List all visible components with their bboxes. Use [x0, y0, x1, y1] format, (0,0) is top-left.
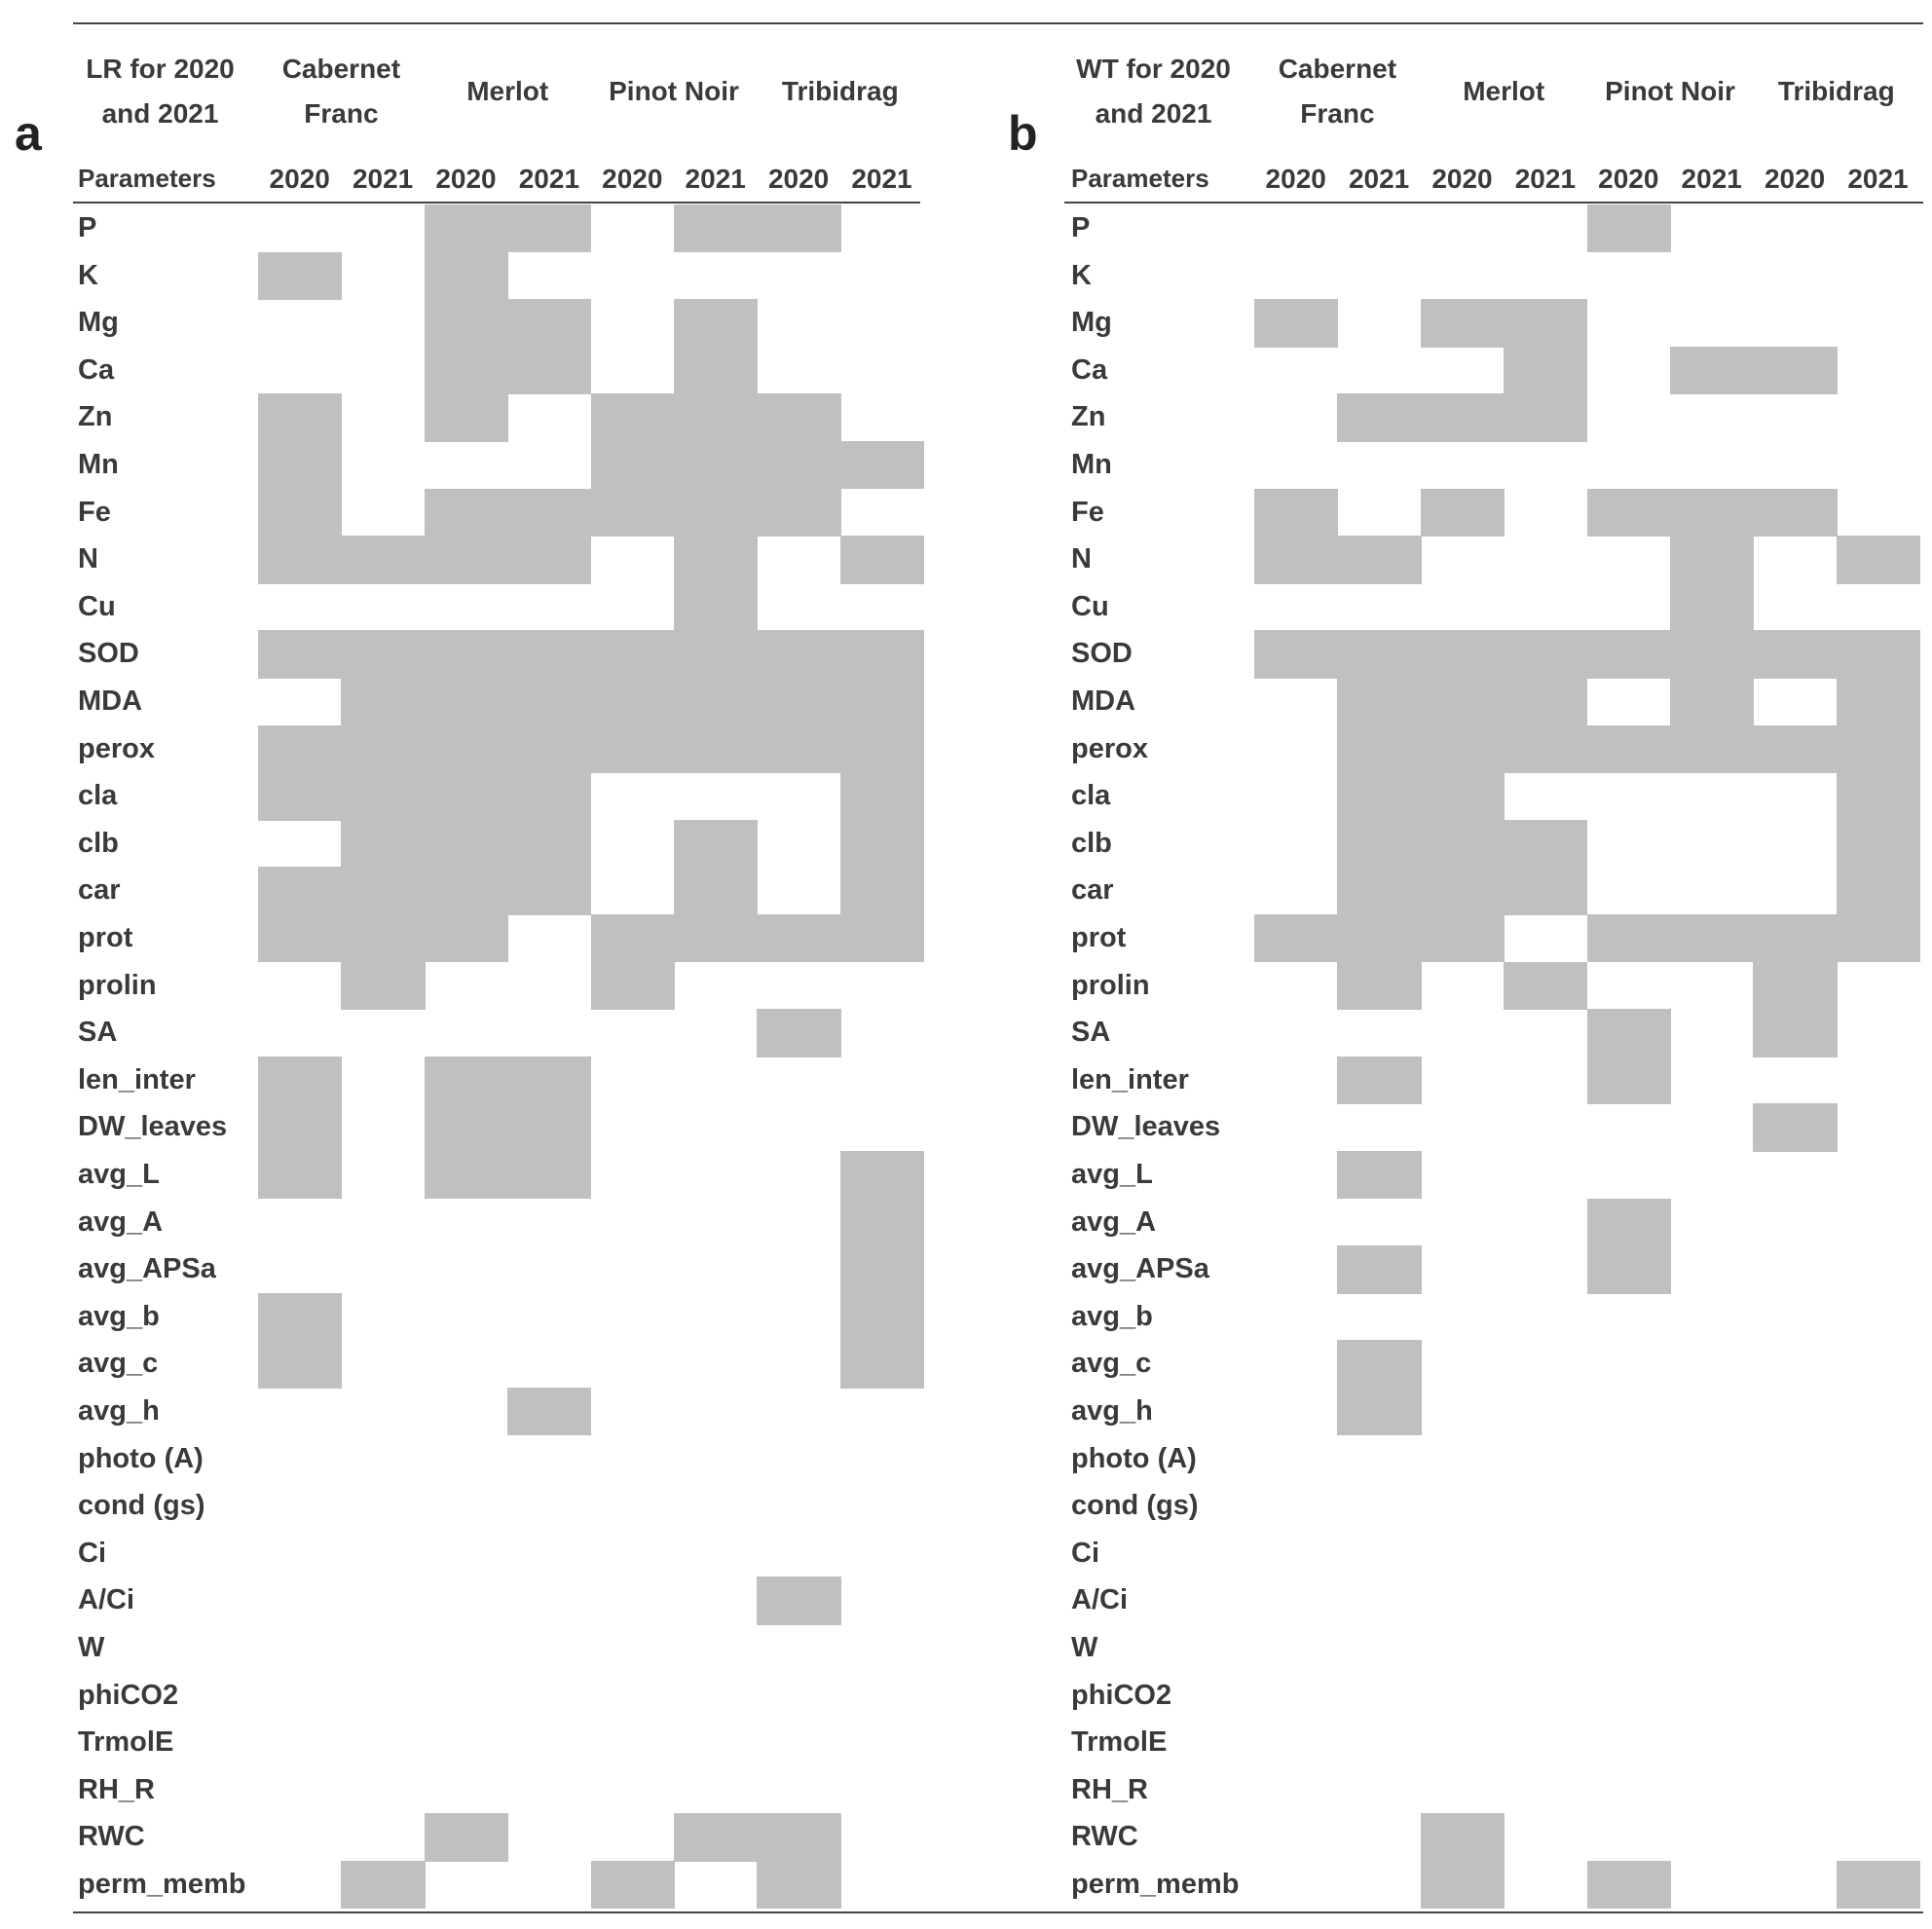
- parameter-label: Cu: [1071, 590, 1109, 622]
- marked-cell: [674, 914, 758, 962]
- parameter-label: K: [78, 259, 98, 291]
- variety-header: Tribidrag: [1777, 76, 1895, 106]
- marked-cell: [1587, 1861, 1671, 1909]
- marked-cell: [591, 393, 675, 441]
- parameter-label: car: [1071, 874, 1114, 907]
- parameter-label: Zn: [78, 401, 113, 433]
- marked-cell: [840, 1151, 924, 1199]
- year-header: 2021: [851, 164, 912, 194]
- marked-cell: [1337, 678, 1421, 725]
- parameter-label: phiCO2: [78, 1679, 179, 1711]
- marked-cell: [1337, 393, 1421, 441]
- marked-cell: [591, 630, 675, 678]
- marked-cell: [1587, 630, 1671, 678]
- parameter-label: avg_A: [1071, 1206, 1157, 1238]
- marked-cell: [1504, 630, 1587, 678]
- marked-cell: [258, 441, 342, 489]
- marked-cell: [1753, 489, 1837, 537]
- year-header: 2020: [1598, 164, 1659, 194]
- marked-cell: [341, 914, 425, 962]
- parameter-label: perox: [78, 732, 155, 764]
- marked-cell: [840, 1199, 924, 1246]
- marked-cell: [1837, 820, 1920, 868]
- parameter-label: K: [1071, 259, 1092, 291]
- variety-header: Merlot: [1463, 76, 1545, 106]
- marked-cell: [591, 1861, 675, 1909]
- marked-cell: [507, 347, 591, 394]
- marked-cell: [1837, 1861, 1920, 1909]
- marked-cell: [258, 536, 342, 583]
- marked-cell: [674, 678, 758, 725]
- year-header: 2020: [767, 164, 830, 194]
- marked-cell: [757, 1009, 840, 1057]
- marked-cell: [425, 1151, 508, 1199]
- marked-cell: [258, 489, 342, 537]
- parameter-label: cond (gs): [1071, 1490, 1199, 1522]
- parameter-label: perox: [1071, 732, 1148, 764]
- marked-cell: [258, 630, 342, 678]
- parameter-label: TrmolE: [78, 1726, 174, 1759]
- marked-cell: [341, 820, 425, 868]
- panel-letter: a: [15, 106, 42, 161]
- marked-cell: [425, 1057, 508, 1104]
- marked-cell: [840, 1245, 924, 1293]
- parameter-label: Fe: [78, 496, 111, 528]
- parameter-label: Fe: [1071, 496, 1104, 528]
- marked-cell: [258, 867, 342, 914]
- year-header: 2021: [1348, 164, 1410, 194]
- parameter-label: RH_R: [1071, 1773, 1148, 1805]
- parameter-label: N: [78, 543, 98, 575]
- marked-cell: [1504, 347, 1587, 394]
- panel-letter: b: [1008, 106, 1038, 161]
- marked-cell: [757, 725, 840, 773]
- variety-header: Tribidrag: [781, 76, 899, 106]
- marked-cell: [674, 347, 758, 394]
- year-header: 2020: [1265, 164, 1326, 194]
- variety-header: Pinot Noir: [609, 76, 739, 106]
- parameter-label: A/Ci: [1071, 1584, 1128, 1616]
- marked-cell: [425, 630, 508, 678]
- parameter-label: RWC: [1071, 1821, 1138, 1853]
- variety-header: Pinot Noir: [1605, 76, 1735, 106]
- parameter-label: Zn: [1071, 401, 1106, 433]
- parameter-label: SA: [78, 1017, 118, 1049]
- marked-cell: [591, 489, 675, 537]
- parameter-label: Mg: [78, 307, 119, 339]
- marked-cell: [425, 489, 508, 537]
- marked-cell: [507, 1388, 591, 1435]
- marked-cell: [674, 489, 758, 537]
- marked-cell: [757, 1577, 840, 1624]
- marked-cell: [674, 725, 758, 773]
- marked-cell: [1337, 1151, 1421, 1199]
- marked-cell: [1837, 914, 1920, 962]
- marked-cell: [840, 678, 924, 725]
- marked-cell: [1254, 536, 1338, 583]
- bottom-rule: [73, 1911, 1923, 1913]
- year-header: 2020: [1431, 164, 1493, 194]
- variety-header: Cabernet Franc: [1278, 54, 1397, 129]
- marked-cell: [341, 1861, 425, 1909]
- marked-cell: [1587, 725, 1671, 773]
- marked-cell: [1421, 820, 1505, 868]
- marked-cell: [1753, 347, 1837, 394]
- marked-cell: [1670, 678, 1754, 725]
- parameter-label: SA: [1071, 1017, 1111, 1049]
- marked-cell: [1337, 772, 1421, 820]
- marked-cell: [1421, 867, 1505, 914]
- marked-cell: [1670, 583, 1754, 631]
- parameter-label: prolin: [78, 969, 157, 1001]
- marked-cell: [1753, 914, 1837, 962]
- year-header: 2021: [1514, 164, 1577, 194]
- marked-cell: [591, 441, 675, 489]
- marked-cell: [258, 914, 342, 962]
- marked-cell: [258, 1340, 342, 1388]
- marked-cell: [840, 441, 924, 489]
- marked-cell: [1421, 299, 1505, 347]
- parameter-label: Mn: [1071, 449, 1112, 480]
- marked-cell: [1753, 725, 1837, 773]
- marked-cell: [425, 536, 508, 583]
- parameter-label: clb: [78, 827, 119, 859]
- parameter-label: avg_h: [1071, 1395, 1153, 1427]
- variety-header: Cabernet Franc: [281, 54, 401, 129]
- marked-cell: [258, 393, 342, 441]
- marked-cell: [1337, 914, 1421, 962]
- marked-cell: [507, 630, 591, 678]
- marked-cell: [1753, 1009, 1837, 1057]
- marked-cell: [425, 204, 508, 252]
- marked-cell: [1504, 962, 1587, 1010]
- marked-cell: [591, 914, 675, 962]
- marked-cell: [258, 772, 342, 820]
- marked-cell: [1421, 725, 1505, 773]
- parameter-label: Mn: [78, 449, 119, 480]
- marked-cell: [840, 867, 924, 914]
- parameter-label: car: [78, 874, 121, 907]
- marked-cell: [258, 1293, 342, 1341]
- parameter-label: avg_c: [78, 1348, 159, 1380]
- marked-cell: [507, 536, 591, 583]
- parameter-label: RWC: [78, 1821, 145, 1853]
- marked-cell: [341, 725, 425, 773]
- marked-cell: [757, 678, 840, 725]
- parameters-header: Parameters: [1071, 164, 1209, 193]
- variety-header: Merlot: [466, 76, 549, 106]
- marked-cell: [258, 725, 342, 773]
- parameter-label: W: [78, 1632, 105, 1663]
- parameter-label: TrmolE: [1071, 1726, 1168, 1759]
- year-header: 2020: [1764, 164, 1826, 194]
- marked-cell: [1337, 867, 1421, 914]
- top-rule: [73, 22, 1923, 24]
- marked-cell: [341, 867, 425, 914]
- marked-cell: [1753, 630, 1837, 678]
- year-header: 2021: [1681, 164, 1742, 194]
- marked-cell: [1587, 914, 1671, 962]
- marked-cell: [341, 536, 425, 583]
- marked-cell: [507, 1151, 591, 1199]
- parameter-label: MDA: [1071, 686, 1136, 717]
- parameter-label: phiCO2: [1071, 1679, 1172, 1711]
- year-header: 2020: [602, 164, 663, 194]
- parameter-label: photo (A): [78, 1442, 204, 1474]
- parameter-label: avg_A: [78, 1206, 164, 1238]
- marked-cell: [591, 678, 675, 725]
- marked-cell: [1254, 914, 1338, 962]
- marked-cell: [840, 820, 924, 868]
- marked-cell: [591, 725, 675, 773]
- marked-cell: [425, 820, 508, 868]
- marked-cell: [757, 489, 840, 537]
- parameter-label: clb: [1071, 827, 1112, 859]
- parameter-label: DW_leaves: [78, 1111, 228, 1143]
- marked-cell: [1421, 1861, 1505, 1909]
- marked-cell: [1337, 1340, 1421, 1388]
- marked-cell: [425, 772, 508, 820]
- marked-cell: [757, 441, 840, 489]
- parameter-label: N: [1071, 543, 1092, 575]
- marked-cell: [674, 536, 758, 583]
- parameter-label: len_inter: [1071, 1063, 1189, 1095]
- marked-cell: [1254, 489, 1338, 537]
- marked-cell: [1587, 489, 1671, 537]
- year-header: 2020: [435, 164, 497, 194]
- marked-cell: [1254, 299, 1338, 347]
- marked-cell: [674, 1813, 758, 1861]
- parameter-label: avg_b: [78, 1300, 160, 1332]
- marked-cell: [507, 1057, 591, 1104]
- marked-cell: [1337, 630, 1421, 678]
- parameter-label: SOD: [78, 638, 139, 670]
- marked-cell: [1421, 914, 1505, 962]
- marked-cell: [674, 204, 758, 252]
- marked-cell: [1753, 1103, 1837, 1151]
- marked-cell: [1421, 678, 1505, 725]
- marked-cell: [674, 867, 758, 914]
- marked-cell: [425, 914, 508, 962]
- marked-cell: [1670, 347, 1754, 394]
- parameter-label: prolin: [1071, 969, 1150, 1001]
- parameter-label: SOD: [1071, 638, 1133, 670]
- marked-cell: [425, 393, 508, 441]
- parameter-label: perm_memb: [1071, 1869, 1240, 1900]
- parameter-label: Mg: [1071, 307, 1112, 339]
- marked-cell: [757, 204, 840, 252]
- parameter-label: cla: [1071, 780, 1111, 812]
- marked-cell: [258, 1103, 342, 1151]
- marked-cell: [507, 772, 591, 820]
- marked-cell: [1421, 393, 1505, 441]
- marked-cell: [1587, 1057, 1671, 1104]
- marked-cell: [425, 725, 508, 773]
- year-header: 2021: [518, 164, 580, 194]
- marked-cell: [1753, 962, 1837, 1010]
- marked-cell: [1587, 1245, 1671, 1293]
- marked-cell: [507, 725, 591, 773]
- year-header: 2021: [1847, 164, 1909, 194]
- marked-cell: [1337, 962, 1421, 1010]
- marked-cell: [757, 630, 840, 678]
- marked-cell: [1837, 678, 1920, 725]
- parameter-label: P: [78, 212, 97, 243]
- marked-cell: [1587, 1009, 1671, 1057]
- parameter-label: RH_R: [78, 1773, 155, 1805]
- parameter-label: Cu: [78, 590, 116, 622]
- parameter-label: len_inter: [78, 1063, 196, 1095]
- marked-cell: [591, 962, 675, 1010]
- marked-cell: [1337, 1388, 1421, 1435]
- marked-cell: [1837, 867, 1920, 914]
- marked-cell: [840, 772, 924, 820]
- corner-header: WT for 2020 and 2021: [1076, 54, 1231, 129]
- marked-cell: [425, 252, 508, 300]
- parameter-label: MDA: [78, 686, 143, 717]
- parameter-label: avg_APSa: [78, 1253, 216, 1285]
- parameter-label: avg_L: [78, 1159, 160, 1190]
- year-header: 2021: [352, 164, 414, 194]
- marked-cell: [507, 1103, 591, 1151]
- parameter-label: DW_leaves: [1071, 1111, 1221, 1143]
- marked-cell: [1337, 536, 1421, 583]
- marked-cell: [507, 299, 591, 347]
- marked-cell: [425, 678, 508, 725]
- marked-cell: [341, 962, 425, 1010]
- parameter-label: prot: [1071, 922, 1127, 953]
- parameter-label: avg_h: [78, 1395, 160, 1427]
- marked-cell: [1587, 204, 1671, 252]
- marked-cell: [341, 630, 425, 678]
- header-rule: [73, 202, 920, 204]
- marked-cell: [1337, 1057, 1421, 1104]
- marked-cell: [425, 299, 508, 347]
- marked-cell: [425, 347, 508, 394]
- marked-cell: [840, 630, 924, 678]
- marked-cell: [674, 393, 758, 441]
- marked-cell: [1670, 630, 1754, 678]
- parameter-label: cla: [78, 780, 118, 812]
- marked-cell: [1837, 536, 1920, 583]
- marked-cell: [507, 204, 591, 252]
- marked-cell: [1337, 1245, 1421, 1293]
- marked-cell: [341, 678, 425, 725]
- marked-cell: [757, 1861, 840, 1909]
- parameter-label: avg_L: [1071, 1159, 1153, 1190]
- marked-cell: [674, 820, 758, 868]
- marked-cell: [258, 1057, 342, 1104]
- marked-cell: [1837, 772, 1920, 820]
- marked-cell: [1670, 489, 1754, 537]
- year-header: 2020: [269, 164, 330, 194]
- marked-cell: [1587, 1199, 1671, 1246]
- parameter-label: avg_APSa: [1071, 1253, 1209, 1285]
- corner-header: LR for 2020 and 2021: [86, 54, 235, 129]
- marked-cell: [425, 1103, 508, 1151]
- parameter-label: Ci: [78, 1537, 106, 1569]
- marked-cell: [1504, 393, 1587, 441]
- marked-cell: [1504, 725, 1587, 773]
- parameter-label: Ca: [1071, 353, 1108, 386]
- marked-cell: [425, 1813, 508, 1861]
- marked-cell: [1837, 630, 1920, 678]
- marked-cell: [1837, 725, 1920, 773]
- marked-cell: [507, 678, 591, 725]
- marked-cell: [1670, 536, 1754, 583]
- parameters-header: Parameters: [78, 164, 216, 193]
- marked-cell: [1421, 489, 1505, 537]
- marked-cell: [840, 914, 924, 962]
- marked-cell: [507, 867, 591, 914]
- marked-cell: [1421, 1813, 1505, 1861]
- marked-cell: [1504, 299, 1587, 347]
- parameter-label: Ca: [78, 353, 115, 386]
- marked-cell: [425, 867, 508, 914]
- marked-cell: [674, 441, 758, 489]
- parameter-label: avg_c: [1071, 1348, 1152, 1380]
- marked-cell: [1504, 820, 1587, 868]
- year-header: 2021: [685, 164, 746, 194]
- marked-cell: [1504, 678, 1587, 725]
- marked-cell: [341, 772, 425, 820]
- marked-cell: [1670, 725, 1754, 773]
- marked-cell: [674, 630, 758, 678]
- marked-cell: [1337, 725, 1421, 773]
- parameter-label: A/Ci: [78, 1584, 134, 1616]
- marked-cell: [1337, 820, 1421, 868]
- header-rule: [1064, 202, 1923, 204]
- parameter-label: Ci: [1071, 1537, 1099, 1569]
- marked-cell: [757, 914, 840, 962]
- marked-cell: [757, 1813, 840, 1861]
- parameter-label: P: [1071, 212, 1091, 243]
- marked-cell: [507, 820, 591, 868]
- marked-cell: [258, 252, 342, 300]
- marked-cell: [1254, 630, 1338, 678]
- parameter-label: cond (gs): [78, 1490, 205, 1522]
- marked-cell: [258, 1151, 342, 1199]
- marked-cell: [1421, 772, 1505, 820]
- marked-cell: [757, 393, 840, 441]
- marked-cell: [840, 725, 924, 773]
- marked-cell: [1504, 867, 1587, 914]
- marked-cell: [1421, 630, 1505, 678]
- parameter-label: perm_memb: [78, 1869, 246, 1900]
- parameter-label: W: [1071, 1632, 1098, 1663]
- marked-cell: [507, 489, 591, 537]
- marked-cell: [1670, 914, 1754, 962]
- parameter-label: avg_b: [1071, 1300, 1153, 1332]
- marked-cell: [840, 1293, 924, 1341]
- marked-cell: [674, 299, 758, 347]
- marked-cell: [840, 1340, 924, 1388]
- marked-cell: [840, 536, 924, 583]
- parameter-label: photo (A): [1071, 1442, 1197, 1474]
- marked-cell: [674, 583, 758, 631]
- parameter-label: prot: [78, 922, 133, 953]
